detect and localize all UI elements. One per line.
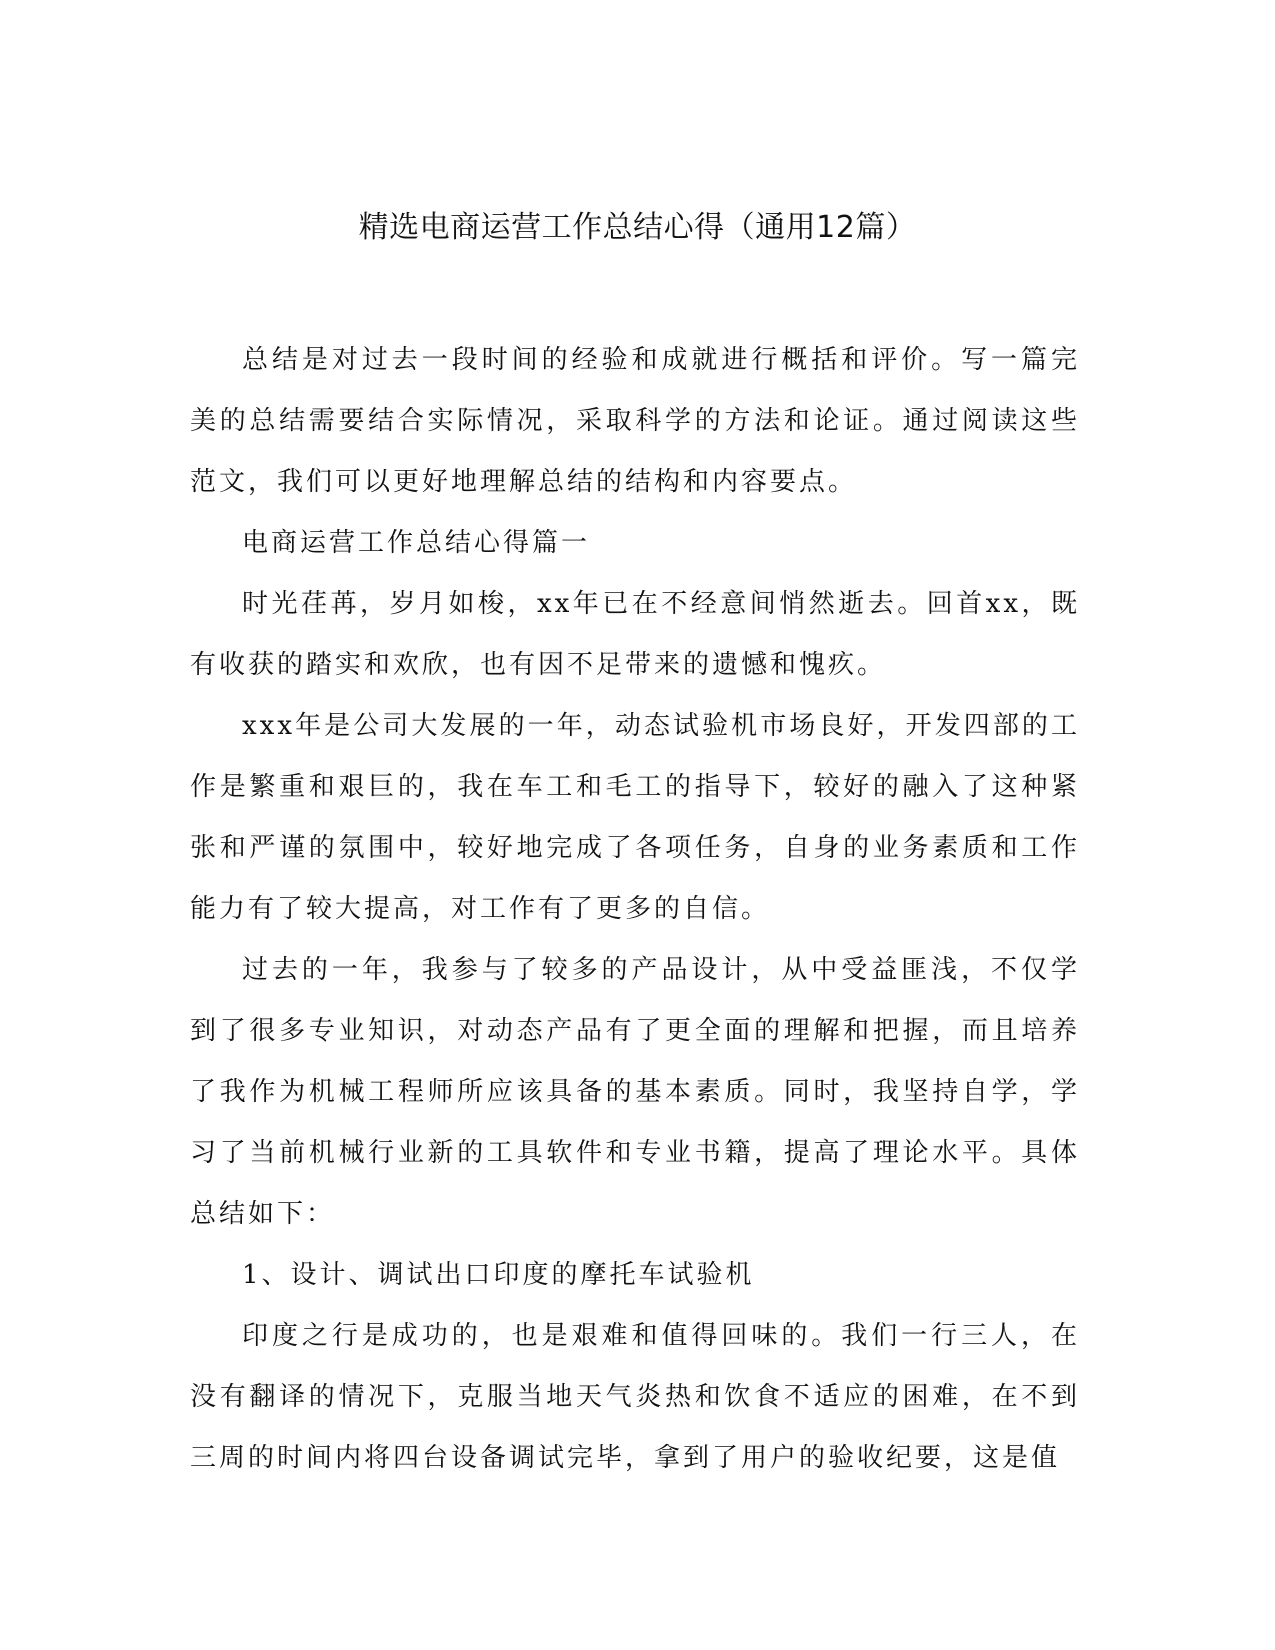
list-item-heading: 1、设计、调试出口印度的摩托车试验机 xyxy=(242,1260,755,1290)
paragraph: 印度之行是成功的，也是艰难和值得回味的。我们一行三人，在没有翻译的情况下，克服当地天气炎热和饮食不适应的困难，在不到三周的时间内将四台设备调试完毕，拿到了用户的验收纪要，这是值 xyxy=(190,1321,1080,1473)
paragraph: xxx年是公司大发展的一年，动态试验机市场良好，开发四部的工作是繁重和艰巨的，我在车工和毛工的指导下，较好的融入了这种紧张和严谨的氛围中，较好地完成了各项任务，自身的业务素质和工作能力有了较大提高，对工作有了更多的自信。 xyxy=(190,711,1080,924)
document-body xyxy=(190,330,1080,1489)
section-heading: 电商运营工作总结心得篇一 xyxy=(242,528,591,558)
paragraph: 时光荏苒，岁月如梭，xx年已在不经意间悄然逝去。回首xx，既有收获的踏实和欢欣，也有因不足带来的遗憾和愧疚。 xyxy=(190,589,1080,680)
paragraph: 过去的一年，我参与了较多的产品设计，从中受益匪浅，不仅学到了很多专业知识，对动态产品有了更全面的理解和把握，而且培养了我作为机械工程师所应该具备的基本素质。同时，我坚持自学，学习了当前机械行业新的工具软件和专业书籍，提高了理论水平。具体总结如下： xyxy=(190,955,1080,1229)
paragraph-intro: 总结是对过去一段时间的经验和成就进行概括和评价。写一篇完美的总结需要结合实际情况，采取科学的方法和论证。通过阅读这些范文，我们可以更好地理解总结的结构和内容要点。 xyxy=(190,345,1080,497)
document-title: 精选电商运营工作总结心得（通用12篇） xyxy=(358,210,917,245)
